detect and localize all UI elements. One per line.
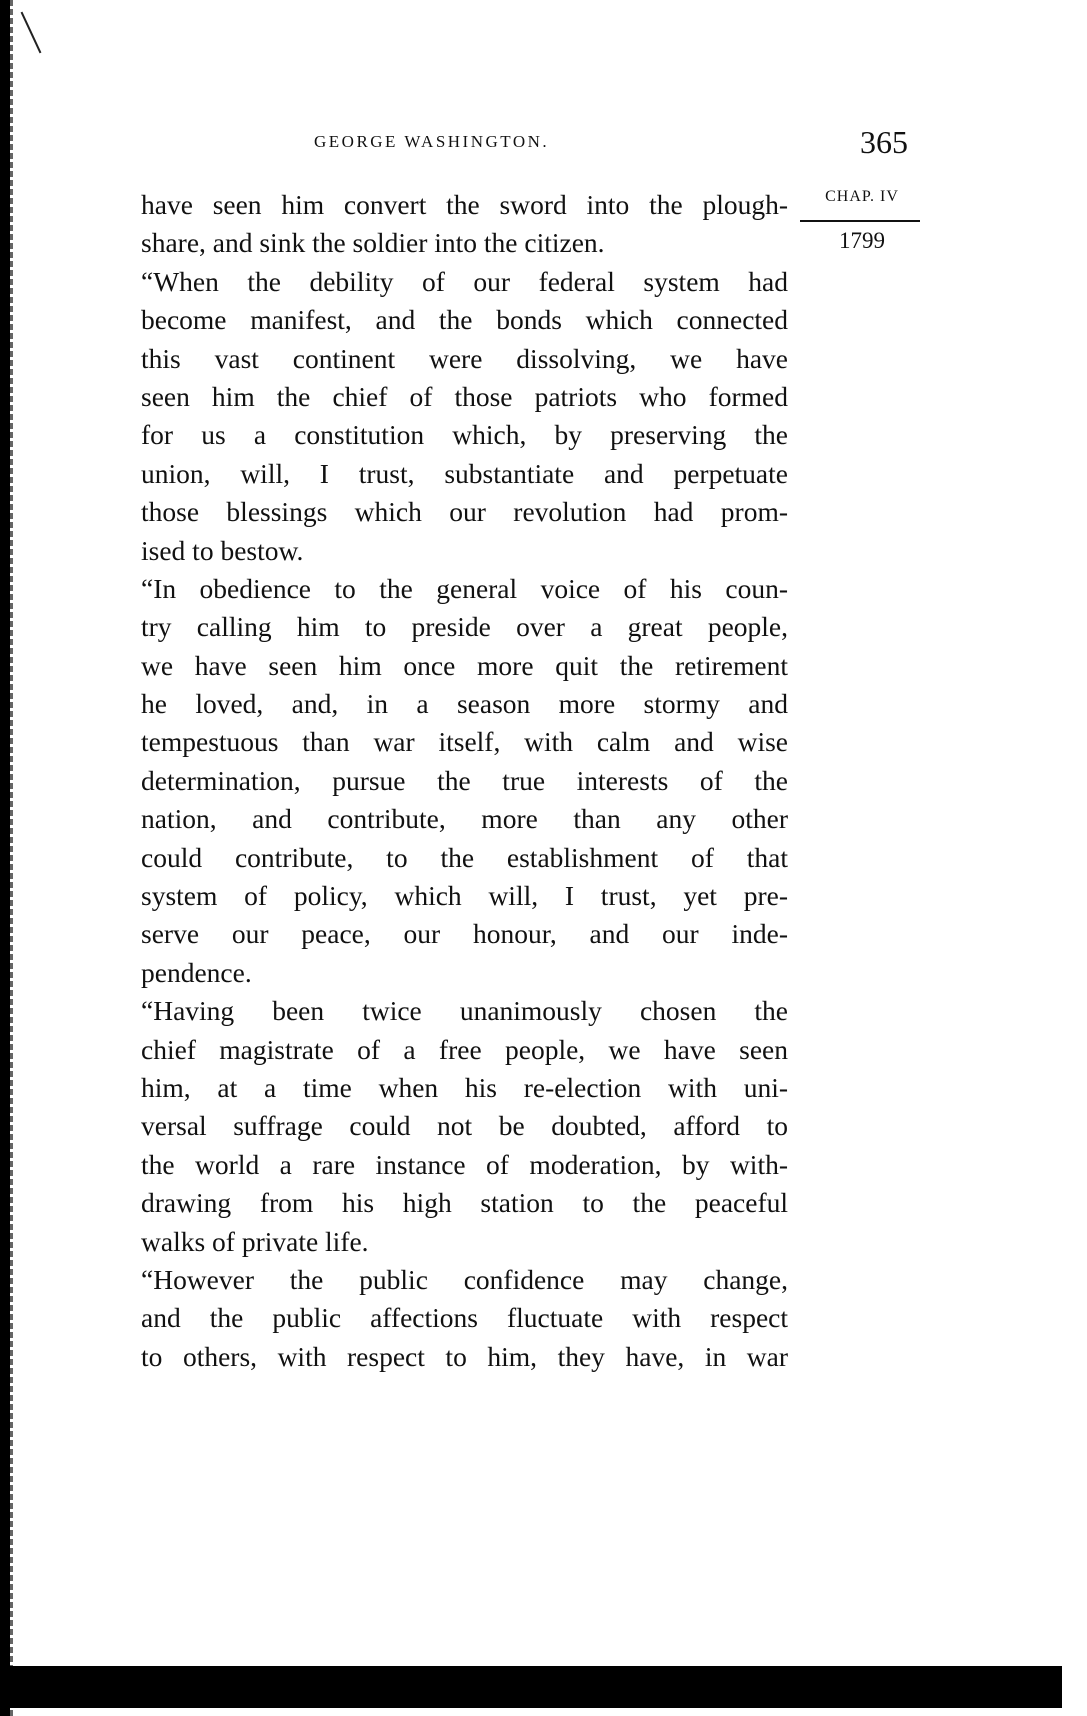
scan-edge-texture	[10, 0, 13, 1716]
text-line: chief magistrate of a free people, we have seen	[141, 1033, 788, 1065]
sidenote-rule	[800, 220, 920, 222]
scan-edge-left	[0, 0, 10, 1716]
text-line: have seen him convert the sword into the plough-	[141, 189, 788, 220]
text-line: ised to bestow.	[141, 534, 304, 566]
text-line: determination, pursue the true interests of the	[141, 764, 788, 796]
text-line: he loved, and, in a season more stormy and	[141, 688, 788, 720]
text-line: versal suffrage could not be doubted, afford to	[141, 1110, 788, 1142]
scan-edge-bottom	[0, 1666, 1062, 1708]
text-line: walks of private life.	[141, 1225, 369, 1257]
sidenote-chapter: CHAP. IV	[825, 188, 899, 205]
text-line: “However the public confidence may change,	[141, 1263, 788, 1295]
text-line: this vast continent were dissolving, we have	[141, 342, 788, 374]
text-line: “When the debility of our federal system had	[141, 265, 788, 297]
scan-mark	[21, 12, 42, 54]
text-line: him, at a time when his re-election with uni-	[141, 1071, 788, 1103]
text-line: could contribute, to the establishment of that	[141, 841, 788, 873]
body-text	[141, 186, 788, 1376]
page-number: 365	[860, 124, 908, 160]
sidenote-year: 1799	[839, 228, 885, 253]
text-line: try calling him to preside over a great people,	[141, 611, 788, 643]
text-line: pendence.	[141, 956, 252, 988]
text-line: system of policy, which will, I trust, yet pre-	[141, 880, 788, 912]
text-line: those blessings which our revolution had prom-	[141, 496, 788, 528]
text-line: seen him the chief of those patriots who formed	[141, 380, 788, 412]
text-line: to others, with respect to him, they have, in war	[141, 1340, 788, 1372]
text-line: become manifest, and the bonds which connected	[141, 304, 788, 336]
text-line: “In obedience to the general voice of his coun-	[141, 572, 788, 604]
text-line: “Having been twice unanimously chosen the	[141, 995, 788, 1027]
running-title: GEORGE WASHINGTON.	[314, 132, 550, 151]
text-line: union, will, I trust, substantiate and perpetuate	[141, 457, 788, 489]
text-line: the world a rare instance of moderation, by with-	[141, 1148, 788, 1180]
text-line: for us a constitution which, by preserving the	[141, 419, 788, 451]
text-line: we have seen him once more quit the retirement	[141, 649, 788, 681]
text-line: drawing from his high station to the peaceful	[141, 1187, 788, 1219]
text-line: tempestuous than war itself, with calm and wise	[141, 726, 788, 758]
text-line: serve our peace, our honour, and our inde-	[141, 918, 788, 950]
text-line: share, and sink the soldier into the citizen.	[141, 227, 605, 259]
text-line: and the public affections fluctuate with respect	[141, 1302, 788, 1334]
text-line: nation, and contribute, more than any other	[141, 803, 788, 835]
